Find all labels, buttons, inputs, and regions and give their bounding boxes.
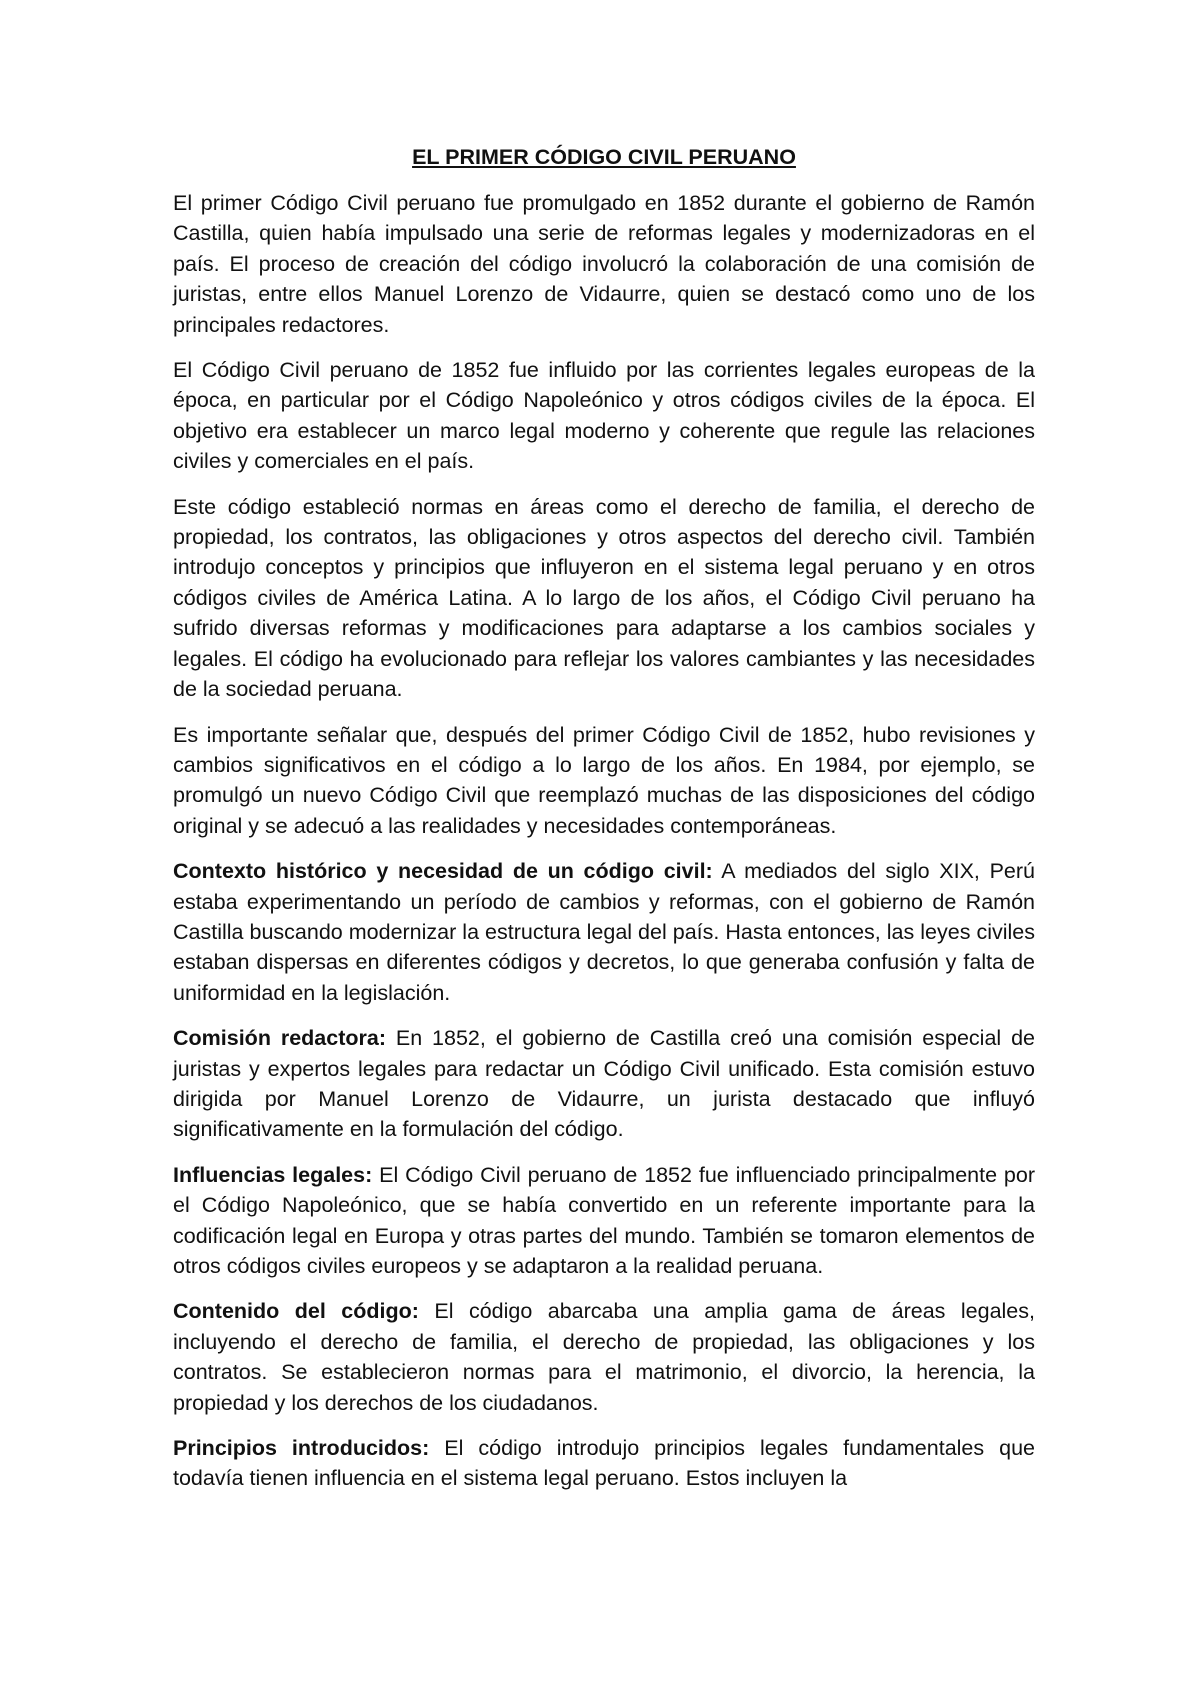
paragraph-1 — [173, 188, 1035, 340]
paragraph-legal-influences — [173, 1160, 1035, 1282]
document-body — [173, 142, 1035, 1509]
paragraph-text: El Código Civil peruano de 1852 fue influenciado principalmente por el Código Napoleónico, que se había convertido en un referente importante para la codificación legal en Europa y otras partes del mundo. También se tomaron elementos de otros códigos civiles europeos y se adaptaron a la realidad peruana. — [173, 1162, 1035, 1278]
paragraph-4 — [173, 720, 1035, 842]
paragraph-text: El código introdujo principios legales fundamentales que todavía tienen influencia en el sistema legal peruano. Estos incluyen la — [173, 1436, 1035, 1491]
paragraph-code-content — [173, 1296, 1035, 1418]
paragraph-historical-context — [173, 856, 1035, 1008]
paragraph-text: El código abarcaba una amplia gama de áreas legales, incluyendo el derecho de familia, el derecho de propiedad, las obligaciones y los contratos. Se establecieron normas para el matrimonio, el divorcio, la herencia, la propiedad y los derechos de los ciudadanos. — [173, 1299, 1035, 1415]
paragraph-principles — [173, 1433, 1035, 1494]
paragraph-text: El Código Civil peruano de 1852 fue influido por las corrientes legales europeas de la época, en particular por el Código Napoleónico y otros códigos civiles de la época. El objetivo era establecer un marco legal moderno y coherente que regule las relaciones civiles y comerciales en el país. — [173, 358, 1035, 474]
document-title: EL PRIMER CÓDIGO CIVIL PERUANO — [412, 145, 796, 169]
paragraph-text: Es importante señalar que, después del primer Código Civil de 1852, hubo revisiones y cambios significativos en el código a lo largo de los años. En 1984, por ejemplo, se promulgó un nuevo Código Civil que reemplazó muchas de las disposiciones del código original y se adecuó a las realidades y necesidades contemporáneas. — [173, 722, 1035, 838]
paragraph-2 — [173, 355, 1035, 477]
paragraph-drafting-commission — [173, 1023, 1035, 1145]
paragraph-lead: Influencias legales: — [173, 1162, 373, 1187]
paragraph-text: En 1852, el gobierno de Castilla creó una comisión especial de juristas y expertos legales para redactar un Código Civil unificado. Esta comisión estuvo dirigida por Manuel Lorenzo de Vidaurre, un jurista destacado que influyó significativamente en la formulación del código. — [173, 1026, 1035, 1142]
paragraph-lead: Contexto histórico y necesidad de un código civil: — [173, 859, 713, 884]
paragraph-text: El primer Código Civil peruano fue promulgado en 1852 durante el gobierno de Ramón Castilla, quien había impulsado una serie de reformas legales y modernizadoras en el país. El proceso de creación del código involucró la colaboración de una comisión de juristas, entre ellos Manuel Lorenzo de Vidaurre, quien se destacó como uno de los principales redactores. — [173, 191, 1035, 337]
paragraph-lead: Contenido del código: — [173, 1299, 419, 1324]
paragraph-3 — [173, 492, 1035, 705]
paragraph-lead: Principios introducidos: — [173, 1436, 430, 1461]
paragraph-lead: Comisión redactora: — [173, 1026, 386, 1051]
paragraph-text: A mediados del siglo XIX, Perú estaba experimentando un período de cambios y reformas, con el gobierno de Ramón Castilla buscando modernizar la estructura legal del país. Hasta entonces, las leyes civiles estaban dispersas en diferentes códigos y decretos, lo que generaba confusión y falta de uniformidad en la legislación. — [173, 859, 1035, 1005]
paragraph-text: Este código estableció normas en áreas como el derecho de familia, el derecho de propiedad, los contratos, las obligaciones y otros aspectos del derecho civil. También introdujo conceptos y principios que influyeron en el sistema legal peruano y en otros códigos civiles de América Latina. A lo largo de los años, el Código Civil peruano ha sufrido diversas reformas y modificaciones para adaptarse a los cambios sociales y legales. El código ha evolucionado para reflejar los valores cambiantes y las necesidades de la sociedad peruana. — [173, 494, 1035, 702]
